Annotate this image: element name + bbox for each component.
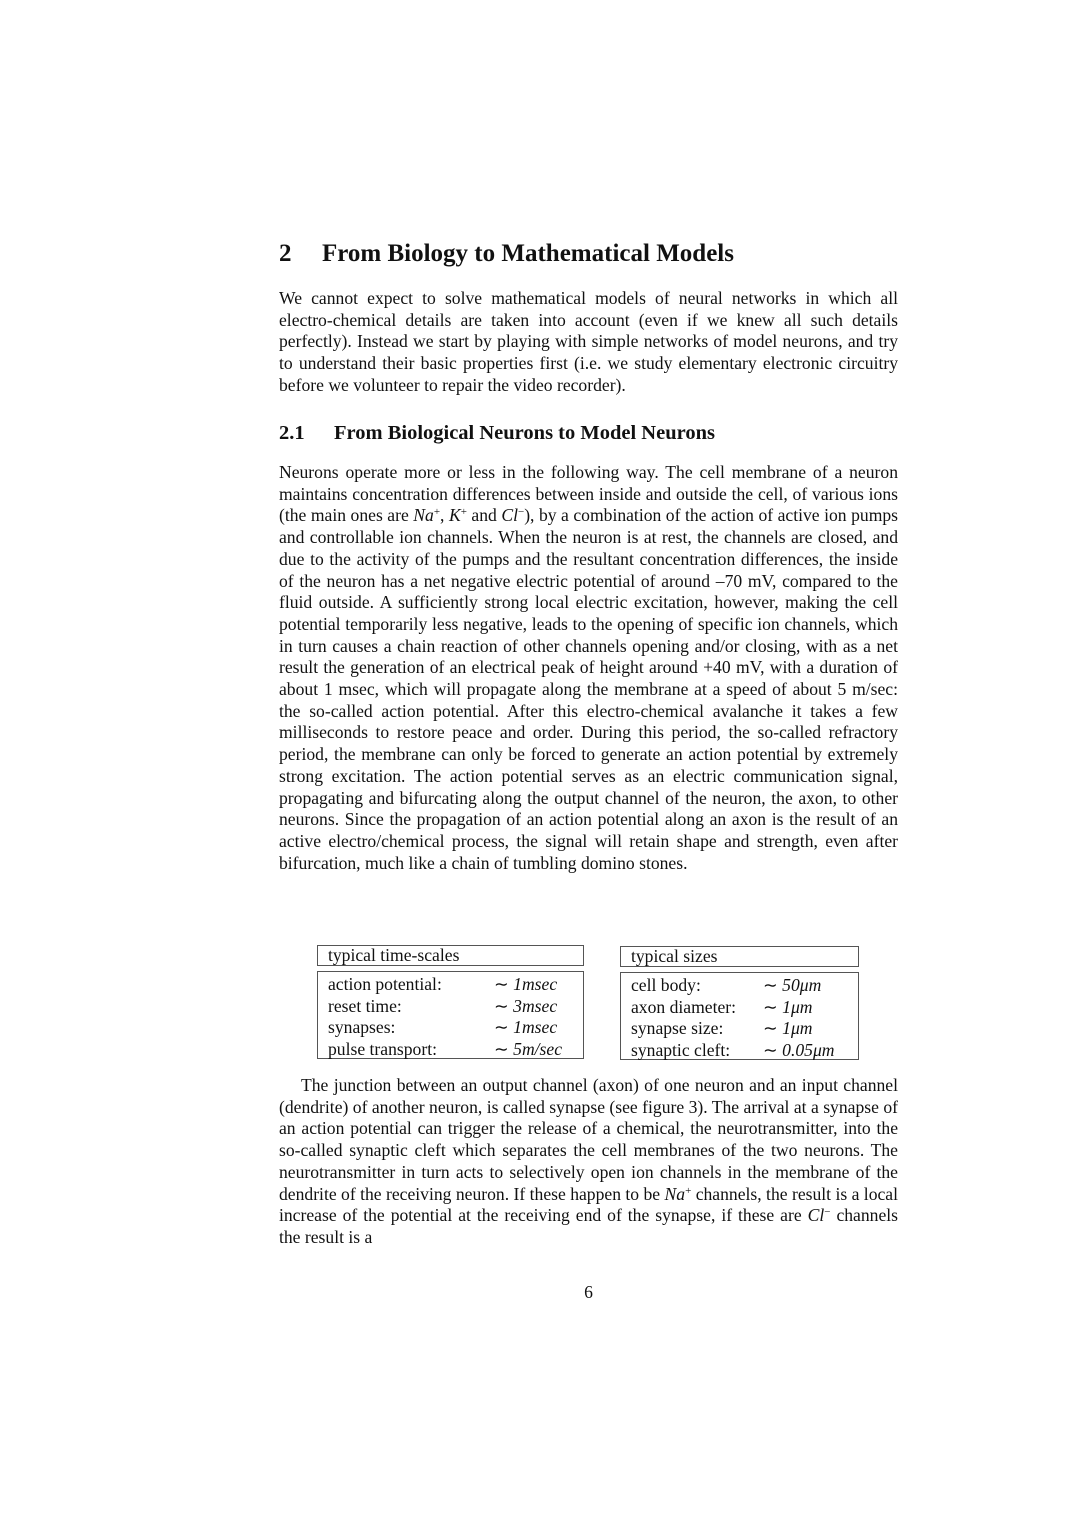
table-row [328, 974, 583, 996]
table-row [328, 996, 583, 1018]
ion-symbol: K [448, 505, 461, 526]
table-header: typical time-scales [317, 945, 584, 966]
table-body [317, 971, 584, 1059]
row-value: ∼ 1msec [494, 974, 558, 994]
row-label: synaptic cleft: [631, 1039, 731, 1060]
synapse-paragraph [279, 1075, 898, 1249]
ion-symbol: Na [413, 505, 434, 526]
row-label: reset time: [328, 995, 402, 1016]
row-value: ∼ 1μm [763, 1018, 813, 1038]
ion-charge: + [685, 1184, 692, 1197]
ion-charge: − [517, 506, 525, 519]
table-row [631, 975, 858, 997]
ion-symbol: Cl [501, 505, 518, 526]
intro-paragraph: We cannot expect to solve mathematical models of neural networks in which all electro-chemical details are taken into account (even if we knew all such details perfectly). Instead we start by playing with simple networks of model neurons, and try to understand their basic properties first (i.e. we study elementary electronic circuitry before we volunteer to repair the video recorder). [279, 288, 898, 395]
text-run: Neurons operate more or less in the following way. The cell membrane of a neuron maintains concentration differences between inside and outside the cell, of various ions (the main ones are [279, 462, 898, 526]
subsection-number: 2.1 [279, 422, 305, 444]
table-header: typical sizes [620, 946, 859, 967]
ion-symbol: Cl [807, 1205, 825, 1226]
page-number: 6 [584, 1282, 593, 1302]
ion-charge: + [433, 506, 441, 519]
ion-symbol: Na [664, 1183, 686, 1204]
text-run: , [440, 505, 449, 526]
row-label: synapses: [328, 1017, 396, 1037]
subsection-heading [279, 422, 715, 445]
neurons-paragraph [279, 462, 898, 874]
text-run: channels, the result is a local increase of the potential at the receiving end of the synapse, if these are [279, 1183, 898, 1226]
table-row [631, 997, 858, 1019]
section-heading [279, 240, 734, 268]
table-row [631, 1040, 858, 1062]
text-run: channels the result is a [279, 1205, 898, 1247]
text-run: and [466, 505, 502, 526]
table-row [328, 1039, 583, 1061]
row-value: ∼ 3msec [494, 995, 558, 1016]
text-run: The junction between an output channel (axon) of one neuron and an input channel (dendrite) of another neuron, is called synapse (see figure 3). The arrival at a synapse of an action potential can trigger the release of a chemical, the neurotransmitter, into the so-called synaptic cleft which separates the cell membranes of the two neurons. The neurotransmitter in turn acts to selectively open ion channels in the membrane of the dendrite of the receiving neuron. If these happen to be [279, 1075, 898, 1204]
row-value: ∼ 1μm [763, 996, 813, 1017]
text-run: ), by a combination of the action of active ion pumps and controllable ion channels. When the neuron is at rest, the channels are closed, and due to the activity of the pumps and the resultant concentration differences, the inside of the neuron has a net negative electric potential of around –70 mV, compared to the fluid outside. A sufficiently strong local electric excitation, however, making the cell potential temporarily less negative, leads to the opening of specific ion channels, which in turn causes a chain reaction of other channels opening and/or closing, with as a net result the generation of an electrical peak of height around +40 mV, with a duration of about 1 msec, which will propagate along the membrane at a speed of about 5 m/sec: the so-called action potential. After this electro-chemical avalanche it takes a few milliseconds to restore peace and order. During this period, the so-called refractory period, the membrane can only be forced to generate an action potential by extremely strong excitation. The action potential serves as an electric communication signal, propagating and bifurcating along the output channel of the neuron, the axon, to other neurons. Since the propagation of an action potential along an axon is the result of an active electro/chemical process, the signal will retain shape and strength, even after bifurcation, much like a chain of tumbling domino stones. [279, 505, 899, 873]
table-body [620, 972, 859, 1060]
row-label: action potential: [328, 974, 442, 994]
row-label: axon diameter: [631, 996, 737, 1017]
ion-charge: + [460, 506, 467, 519]
section-number: 2 [279, 240, 292, 267]
row-label: pulse transport: [328, 1038, 437, 1059]
row-value: ∼ 5m/sec [494, 1038, 563, 1059]
row-label: cell body: [631, 975, 701, 995]
section-title: From Biology to Mathematical Models [322, 240, 734, 267]
ion-charge: − [824, 1206, 831, 1219]
row-value: ∼ 1msec [494, 1017, 558, 1037]
subsection-title: From Biological Neurons to Model Neurons [334, 422, 715, 444]
row-value: ∼ 50μm [763, 975, 822, 995]
row-label: synapse size: [631, 1018, 724, 1038]
row-value: ∼ 0.05μm [763, 1039, 835, 1060]
table-row [631, 1018, 858, 1040]
table-row [328, 1017, 583, 1039]
